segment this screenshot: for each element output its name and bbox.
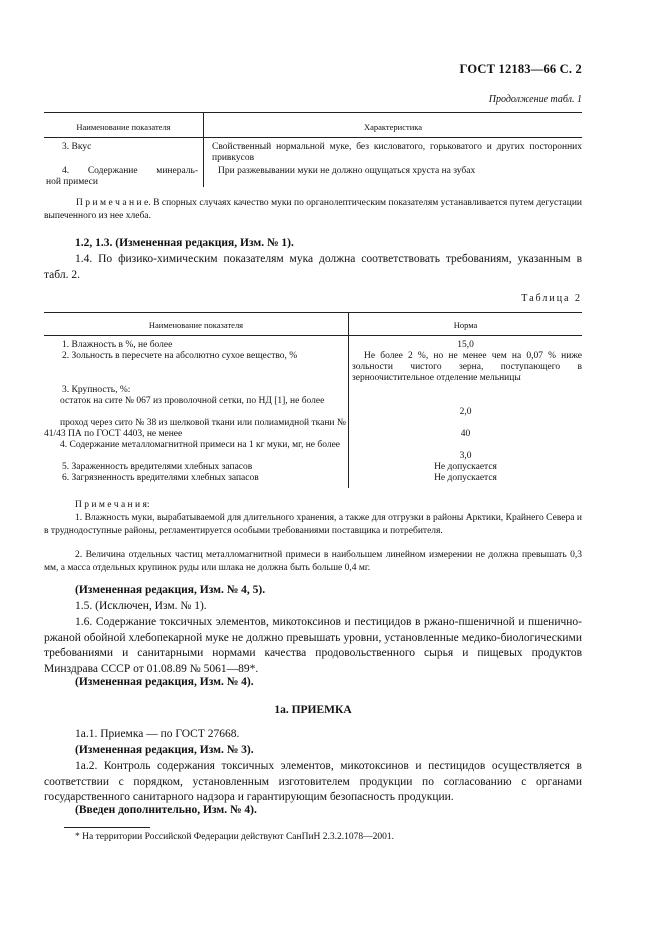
paragraph-1-4: 1.4. По физико-химическим показателям мука должна соответствовать требованиям, указанным в табл. 2. (44, 253, 582, 281)
table1-continuation: Продолжение табл. 1 (488, 94, 582, 105)
table2-row-value: Не более 2 %, но не менее чем на 0,07 % ниже зольности чистого зерна, поступающего в зерноочистительное отделение мельницы (352, 351, 582, 383)
paragraph-1-6: 1.6. Содержание токсичных элементов, микотоксинов и пестицидов в ржано-пшеничной и пшенично-ржаной обойной хлебопекарной муке не должно превышать уровни, установленные медико-биологическими требованиями и санитарными нормами качества продовольственного сырья и пищевых продуктов Минздрава СССР от 01.08.89 № 5061—89*. (44, 616, 582, 675)
table2-row-name: остаток на сите № 067 из проволочной сетки, по НД [1], не более (60, 396, 325, 406)
paragraph-1-2-1-3 (75, 236, 294, 252)
amendment-4-b: (Введен дополнительно, Изм. № 4). (75, 804, 257, 816)
table1-top-rule (44, 112, 582, 113)
paragraph-1a-1: 1а.1. Приемка — по ГОСТ 27668. (75, 728, 240, 740)
notes2-title: П р и м е ч а н и я: (75, 500, 150, 510)
table2-row-name: 3. Крупность, %: (62, 385, 131, 395)
table1-row-name: 3. Вкус (62, 142, 92, 152)
table2-row-name: 6. Загрязненность вредителями хлебных запасов (62, 473, 259, 483)
table2-row-value: 15,0 (457, 340, 474, 350)
table2-row-value: 2,0 (459, 407, 472, 417)
paragraph-1-5: 1.5. (Исключен, Изм. № 1). (75, 600, 207, 612)
table1-row-value: Свойственный нормальной муке, без кисловатого, горьковатого и других посторонних привкусов (212, 142, 582, 163)
amendment-3: (Измененная редакция, Изм. № 3). (75, 744, 254, 756)
table2-row-value: Не допускается (434, 473, 497, 483)
table2-row-name: 2. Зольность в пересчете на абсолютно сухое вещество, % (62, 351, 298, 361)
table2-label: Таблица 2 (521, 293, 582, 304)
table1-row-name: ной примеси (46, 177, 98, 187)
amendment-4-5: (Измененная редакция, Изм. № 4, 5). (75, 584, 266, 596)
table1-row-value: При разжевывании муки не должно ощущаться хруста на зубах (218, 166, 476, 176)
table2-row-name: проход через сито № 38 из шелковой ткани или полиамидной ткани № 41/43 ПА по ГОСТ 4403, не менее (44, 418, 346, 439)
table1-row-name: 4. Содержание минераль- (62, 166, 198, 176)
table2-row-name: 4. Содержание металломагнитной примеси на 1 кг муки, мг, не более (60, 440, 341, 450)
paragraph-1a-2: 1а.2. Контроль содержания токсичных элементов, микотоксинов и пестицидов осуществляется в соответствии с порядком, установленным изготовителем продукции по согласованию с органами государственного санитарного надзора и гарантирующим безопасность продукции. (44, 760, 582, 803)
table2-row-value: 3,0 (459, 451, 472, 461)
amendment-4-a: (Измененная редакция, Изм. № 4). (75, 676, 254, 688)
table1-col1-header: Наименование показателя (76, 122, 171, 132)
section-title: 1а. ПРИЕМКА (274, 704, 352, 716)
table2-top-rule (44, 312, 582, 313)
table2-row-value: 40 (460, 429, 471, 439)
table2-col1-header: Наименование показателя (148, 320, 244, 330)
table1-header-rule (44, 137, 582, 138)
table2-col2-header: Норма (453, 320, 478, 330)
table2-row-name: 5. Зараженность вредителями хлебных запасов (62, 462, 253, 472)
amendment-1-2-1-3: 1.2, 1.3. (Измененная редакция, Изм. № 1). (75, 237, 294, 249)
note-1: П р и м е ч а н и е. В спорных случаях качество муки по органолептическим показателям устанавливается путем дегустации выпеченного из нее хлеба. (44, 198, 582, 221)
footnote: * На территории Российской Федерации действуют СанПиН 2.3.2.1078—2001. (75, 832, 395, 842)
page-header: ГОСТ 12183—66 С. 2 (459, 62, 582, 76)
notes2-item: 2. Величина отдельных частиц металломагнитной примеси в наибольшем линейном измерении не должна превышать 0,3 мм, а масса отдельных крупинок руды или шлака не должна быть больше 0,4 мг. (44, 550, 582, 573)
table2-header-rule (44, 335, 582, 336)
notes2-item: 1. Влажность муки, вырабатываемой для длительного хранения, а также для отгрузки в районы Арктики, Крайнего Севера и в труднодоступные районы, регламентируется особыми требованиями поставщика и потребителя. (44, 513, 582, 536)
table2-row-value: Не допускается (434, 462, 497, 472)
table1-col2-header: Характеристика (363, 122, 423, 132)
footnote-rule (64, 827, 150, 828)
table2-row-name: 1. Влажность в %, не более (62, 340, 173, 350)
